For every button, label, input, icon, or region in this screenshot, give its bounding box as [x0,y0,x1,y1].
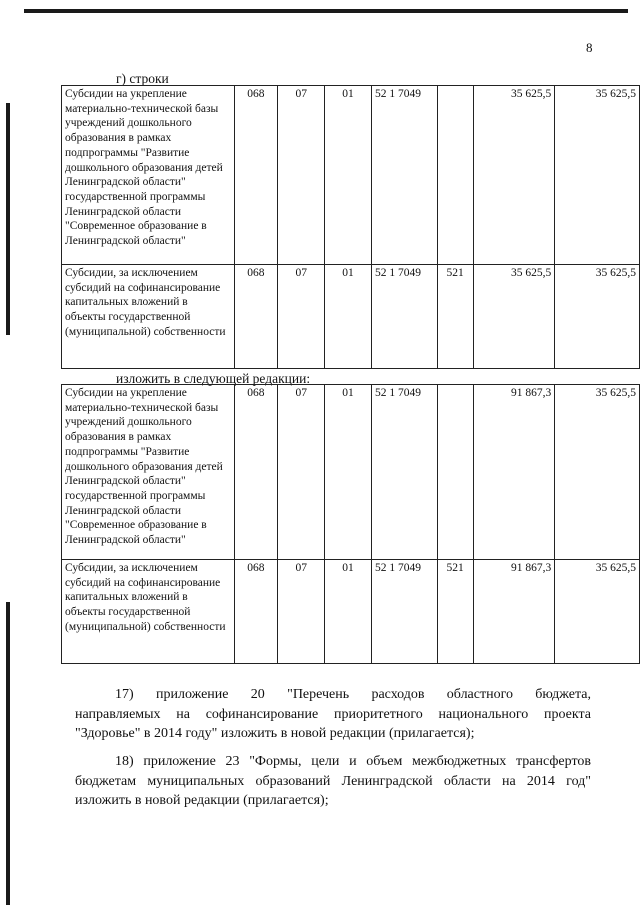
row-code: 068 [234,560,278,664]
paragraph-item-18 [75,752,591,811]
scan-edge-bar [24,9,628,13]
section-label: г) строки [116,71,169,86]
paragraph-first-line [75,685,591,705]
row-vr [437,385,473,560]
row-amount-1: 35 625,5 [473,265,555,369]
row-csr: 52 1 7049 [371,560,437,664]
table-row [62,86,640,265]
row-section: 01 [325,560,372,664]
row-subsection: 07 [278,560,325,664]
row-name: Субсидии на укрепление материально-технической базы учреждений дошкольного образования в рамках подпрограммы "Развитие дошкольного образования детей Ленинградской области" государственной программы Ленинградской области "Современное образование в Ленинградской области" [62,86,235,265]
row-amount-2: 35 625,5 [555,86,640,265]
row-subsection: 07 [278,265,325,369]
row-code: 068 [234,265,278,369]
row-amount-1: 35 625,5 [473,86,555,265]
row-csr: 52 1 7049 [371,265,437,369]
row-csr: 52 1 7049 [371,86,437,265]
paragraph-first-line [75,752,591,772]
table-row [62,265,640,369]
row-vr: 521 [437,265,473,369]
replace-label: изложить в следующей редакции: [116,371,311,386]
row-subsection: 07 [278,86,325,265]
row-vr: 521 [437,560,473,664]
row-vr [437,86,473,265]
row-subsection: 07 [278,385,325,560]
old-rows-table [61,85,640,369]
row-amount-2: 35 625,5 [555,385,640,560]
margin-mark [6,103,10,335]
margin-mark [6,602,10,905]
row-section: 01 [325,86,372,265]
row-name: Субсидии, за исключением субсидий на софинансирование капитальных вложений в объекты государственной (муниципальной) собственности [62,265,235,369]
table-row [62,385,640,560]
paragraph-body: бюджетам муниципальных образований Ленинградской области на 2014 год" изложить в новой редакции (прилагается); [75,773,591,808]
row-amount-2: 35 625,5 [555,265,640,369]
row-code: 068 [234,385,278,560]
row-name: Субсидии, за исключением субсидий на софинансирование капитальных вложений в объекты государственной (муниципальной) собственности [62,560,235,664]
row-amount-1: 91 867,3 [473,560,555,664]
row-amount-1: 91 867,3 [473,385,555,560]
row-csr: 52 1 7049 [371,385,437,560]
row-amount-2: 35 625,5 [555,560,640,664]
row-code: 068 [234,86,278,265]
new-rows-table [61,384,640,664]
row-section: 01 [325,385,372,560]
paragraph-first-line-text: 17) приложение 20 "Перечень расходов областного бюджета, [115,687,591,702]
table-row [62,560,640,664]
row-name: Субсидии на укрепление материально-технической базы учреждений дошкольного образования в рамках подпрограммы "Развитие дошкольного образования детей Ленинградской области" государственной программы Ленинградской области "Современное образование в Ленинградской области" [62,385,235,560]
page-number: 8 [586,40,593,55]
paragraph-item-17 [75,685,591,744]
paragraph-body: направляемых на софинансирование приоритетного национального проекта "Здоровье" в 2014 году" изложить в новой редакции (прилагается); [75,706,591,741]
paragraph-first-line-text: 18) приложение 23 "Формы, цели и объем межбюджетных трансфертов [115,754,591,769]
row-section: 01 [325,265,372,369]
